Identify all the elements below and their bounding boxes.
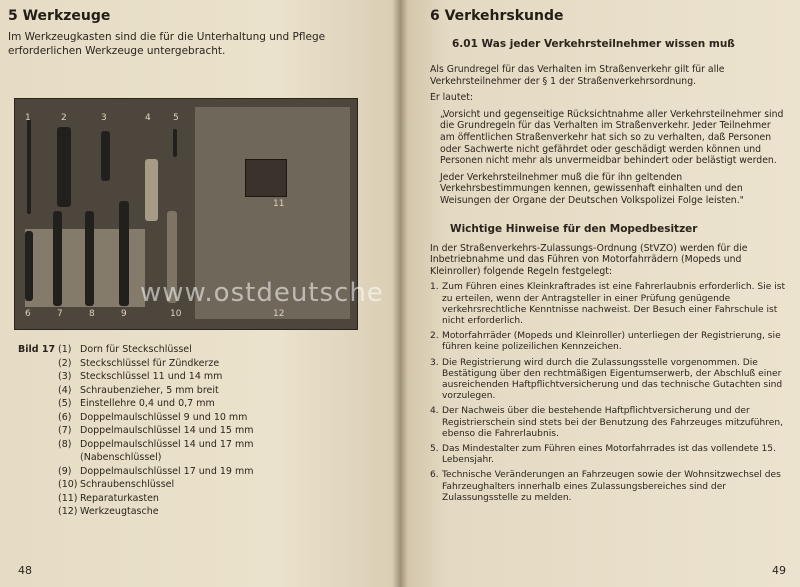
legend-item: Doppelmaulschlüssel 9 und 10 mm bbox=[80, 411, 248, 423]
photo-number: 5 bbox=[173, 113, 179, 123]
quote-paragraph: Jeder Verkehrsteilnehmer muß die für ihn geltenden Verkehrsbestimmungen kennen, gewissenhaft einhalten und den Weisungen der Organe der Deutschen Volkspolizei Folge leisten." bbox=[440, 171, 744, 206]
legend-item: Einstellehre 0,4 und 0,7 mm bbox=[80, 398, 215, 409]
repair-kit-box bbox=[245, 159, 287, 197]
page-number-right: 49 bbox=[772, 564, 786, 577]
tool-feeler-gauge bbox=[173, 129, 177, 157]
book-gutter bbox=[392, 0, 408, 587]
list-item: 1. Zum Führen eines Kleinkraftrades ist eine Fahrerlaubnis erforderlich. Sie ist zu erteilen, wenn der Antragsteller in einer Prüfung genügende verkehrsrechtliche Kenntnisse nachweist. Der Besuch einer Fahrschule ist nicht erforderlich. bbox=[430, 282, 786, 326]
photo-number: 1 bbox=[25, 113, 31, 123]
legend-number: (7) bbox=[58, 425, 72, 436]
section-heading-traffic: 6 Verkehrskunde bbox=[430, 8, 564, 24]
legend-number: (8) bbox=[58, 438, 72, 450]
legend-number: (12) bbox=[58, 506, 78, 517]
figure-legend bbox=[18, 343, 253, 519]
legend-item: Doppelmaulschlüssel 14 und 15 mm bbox=[80, 425, 254, 436]
photo-number: 2 bbox=[61, 113, 67, 123]
quote-paragraph: „Vorsicht und gegenseitige Rücksichtnahme aller Verkehrsteilnehmer sind die Grundregeln für das Verhalten im Straßenverkehr. Jeder Teilnehmer am öffentlichen Straßenverkehr hat sich so zu verhalten, daß Personen oder Sachwerte nicht gefährdet oder geschädigt werden können und Personen nicht mehr als unvermeidbar behindert oder belästigt werden. bbox=[440, 108, 784, 167]
rules-list bbox=[430, 282, 786, 504]
legend-number bbox=[58, 451, 80, 465]
tool-wrench-14-15 bbox=[53, 211, 62, 306]
photo-number: 7 bbox=[57, 309, 63, 319]
photo-number: 4 bbox=[145, 113, 151, 123]
photo-number: 3 bbox=[101, 113, 107, 123]
tools-intro: Im Werkzeugkasten sind die für die Unterhaltung und Pflege erforderlichen Werkzeuge untergebracht. bbox=[8, 31, 326, 57]
list-item: 5. Das Mindestalter zum Führen eines Motorfahrrades ist das vollendete 15. Lebensjahr. bbox=[430, 443, 776, 466]
photo-number: 6 bbox=[25, 309, 31, 319]
subsection-heading: 6.01 Was jeder Verkehrsteilnehmer wissen muß bbox=[452, 38, 735, 50]
legend-item: Schraubenschlüssel bbox=[80, 479, 175, 490]
list-item: 4. Der Nachweis über die bestehende Haftpflichtversicherung und der Registrierschein sind stets bei der Benutzung des Fahrzeuges mitzuführen, ebenso die Fahrerlaubnis. bbox=[430, 406, 784, 439]
legend-item: Werkzeugtasche bbox=[80, 506, 159, 517]
tool-wrench-17-19 bbox=[119, 201, 129, 306]
legend-number: (2) bbox=[58, 357, 72, 369]
legend-number: (6) bbox=[58, 411, 72, 423]
legend-item: Steckschlüssel 11 und 14 mm bbox=[80, 371, 223, 382]
right-page bbox=[400, 0, 800, 587]
legend-number: (3) bbox=[58, 371, 72, 382]
legend-number: (4) bbox=[58, 384, 72, 396]
tool-wrench-14-17 bbox=[85, 211, 94, 306]
list-item: 6. Technische Veränderungen an Fahrzeugen sowie der Wohnsitzwechsel des Fahrzeughalters innerhalb eines Zulassungsbereiches sind der Zulassungsstelle zu melden. bbox=[430, 470, 781, 503]
legend-item: Dorn für Steckschlüssel bbox=[80, 344, 192, 355]
legend-number: (1) bbox=[58, 344, 72, 355]
photo-number: 10 bbox=[170, 309, 182, 319]
photo-number: 8 bbox=[89, 309, 95, 319]
tool-mandrel bbox=[27, 119, 31, 214]
watermark: www.ostdeutsche bbox=[140, 278, 384, 308]
paragraph: Er lautet: bbox=[430, 92, 473, 104]
legend-item: Doppelmaulschlüssel 14 und 17 mm bbox=[80, 438, 254, 450]
tool-screwdriver bbox=[145, 159, 158, 221]
photo-number: 11 bbox=[273, 199, 285, 209]
page-number-left: 48 bbox=[18, 564, 32, 577]
legend-number: (9) bbox=[58, 465, 72, 477]
legend-number: (10) bbox=[58, 479, 78, 490]
tool-spark-plug-wrench bbox=[57, 127, 71, 207]
legend-item: Schraubenzieher, 5 mm breit bbox=[80, 384, 219, 396]
legend-number: (5) bbox=[58, 398, 72, 409]
tool-wrench-9-10 bbox=[25, 231, 33, 301]
tool-socket-wrench bbox=[101, 131, 110, 181]
figure-label: Bild 17 bbox=[18, 344, 56, 355]
section-heading-tools: 5 Werkzeuge bbox=[8, 8, 111, 24]
legend-item: Steckschlüssel für Zündkerze bbox=[80, 357, 220, 369]
hints-intro: In der Straßenverkehrs-Zulassungs-Ordnung (StVZO) werden für die Inbetriebnahme und das Führen von Motorfahrrädern (Mopeds und Kleinroller) folgende Regeln festgelegt: bbox=[430, 242, 748, 277]
photo-number: 9 bbox=[121, 309, 127, 319]
legend-item: Reparaturkasten bbox=[80, 492, 159, 504]
paragraph: Als Grundregel für das Verhalten im Straßenverkehr gilt für alle Verkehrsteilnehmer der § 1 der Straßenverkehrsordnung. bbox=[430, 64, 725, 87]
list-item: 3. Die Registrierung wird durch die Zulassungsstelle vorgenommen. Die Bestätigung über den rechtmäßigen Eigentumserwerb, der Abschluß einer ausreichenden Haftpflichtversicherung und das technische Gutachten sind vorzulegen. bbox=[430, 357, 783, 402]
legend-item: Doppelmaulschlüssel 17 und 19 mm bbox=[80, 465, 254, 477]
photo-number: 12 bbox=[273, 309, 285, 319]
hints-heading: Wichtige Hinweise für den Mopedbesitzer bbox=[450, 222, 698, 235]
legend-number: (11) bbox=[58, 492, 78, 504]
list-item: 2. Motorfahrräder (Mopeds und Kleinroller) unterliegen der Registrierung, sie führen keine polizeilichen Kennzeichen. bbox=[430, 331, 781, 353]
legend-item: (Nabenschlüssel) bbox=[80, 452, 162, 463]
